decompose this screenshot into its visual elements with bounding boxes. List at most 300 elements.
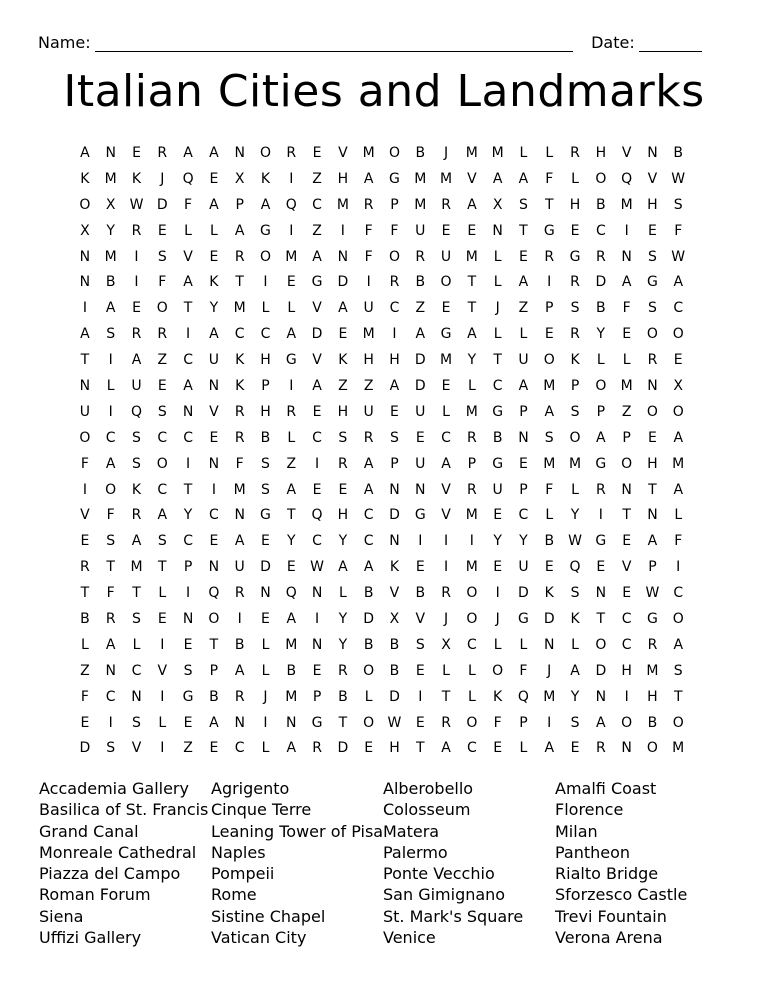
grid-cell[interactable]: W (671, 170, 686, 187)
grid-cell[interactable]: N (311, 636, 323, 653)
grid-cell[interactable]: S (647, 300, 657, 317)
grid-cell[interactable]: N (518, 429, 529, 446)
grid-cell[interactable]: B (647, 714, 658, 731)
grid-cell[interactable]: E (80, 533, 90, 550)
grid-cell[interactable]: E (544, 559, 554, 576)
grid-cell[interactable]: L (132, 636, 141, 653)
grid-cell[interactable]: T (183, 300, 193, 317)
grid-cell[interactable]: W (310, 559, 324, 576)
grid-cell[interactable]: I (108, 352, 113, 369)
grid-cell[interactable]: B (286, 662, 297, 679)
grid-cell[interactable]: C (131, 662, 142, 679)
grid-cell[interactable]: A (363, 170, 374, 187)
grid-cell[interactable]: V (621, 559, 632, 576)
grid-cell[interactable]: R (80, 559, 90, 576)
grid-cell[interactable]: O (672, 326, 684, 343)
grid-cell[interactable]: Q (621, 170, 633, 187)
grid-cell[interactable]: D (518, 585, 529, 602)
grid-cell[interactable]: B (673, 145, 684, 161)
grid-cell[interactable]: W (671, 248, 686, 265)
grid-cell[interactable]: B (363, 585, 374, 602)
grid-cell[interactable]: V (131, 740, 142, 757)
grid-cell[interactable]: L (493, 248, 502, 265)
grid-cell[interactable]: D (363, 611, 375, 628)
grid-cell[interactable]: V (389, 585, 400, 602)
grid-cell[interactable]: F (235, 455, 244, 472)
grid-cell[interactable]: N (131, 688, 142, 705)
grid-cell[interactable]: E (80, 714, 90, 731)
grid-cell[interactable]: U (208, 352, 219, 369)
grid-cell[interactable]: N (337, 248, 349, 265)
grid-cell[interactable]: A (105, 636, 116, 653)
grid-cell[interactable]: B (105, 274, 116, 291)
grid-cell[interactable]: O (672, 714, 684, 731)
grid-cell[interactable]: T (622, 507, 631, 524)
grid-cell[interactable]: O (646, 740, 658, 757)
grid-cell[interactable]: Y (338, 611, 348, 628)
grid-cell[interactable]: F (80, 688, 89, 705)
grid-cell[interactable]: A (80, 145, 90, 161)
grid-cell[interactable]: M (568, 455, 582, 472)
grid-cell[interactable]: K (235, 352, 245, 369)
grid-cell[interactable]: M (620, 378, 633, 395)
grid-cell[interactable]: C (595, 222, 606, 239)
grid-cell[interactable]: C (260, 326, 271, 343)
grid-cell[interactable]: A (441, 455, 451, 472)
grid-cell[interactable]: A (338, 559, 348, 576)
grid-cell[interactable]: E (209, 170, 219, 187)
grid-cell[interactable]: A (105, 300, 116, 317)
grid-cell[interactable]: H (647, 688, 658, 705)
grid-cell[interactable]: P (390, 196, 399, 213)
grid-cell[interactable]: O (543, 352, 555, 369)
grid-cell[interactable]: X (673, 378, 684, 395)
grid-cell[interactable]: L (519, 145, 528, 161)
grid-cell[interactable]: I (134, 274, 139, 291)
grid-cell[interactable]: C (518, 507, 529, 524)
grid-cell[interactable]: Z (338, 378, 348, 395)
grid-cell[interactable]: I (676, 559, 681, 576)
grid-cell[interactable]: L (571, 170, 579, 187)
grid-cell[interactable]: K (209, 274, 219, 291)
grid-cell[interactable]: E (338, 326, 348, 343)
grid-cell[interactable]: T (467, 274, 477, 291)
grid-cell[interactable]: I (624, 688, 629, 705)
grid-cell[interactable]: A (286, 740, 297, 757)
grid-cell[interactable]: E (673, 352, 683, 369)
grid-cell[interactable]: N (415, 481, 426, 498)
grid-cell[interactable]: E (415, 429, 425, 446)
grid-cell[interactable]: T (338, 714, 348, 731)
grid-cell[interactable]: M (672, 455, 685, 472)
grid-cell[interactable]: T (106, 559, 115, 576)
grid-cell[interactable]: O (259, 248, 271, 265)
grid-cell[interactable]: M (285, 636, 298, 653)
grid-cell[interactable]: T (467, 300, 477, 317)
grid-cell[interactable]: Q (208, 585, 220, 602)
grid-cell[interactable]: M (285, 248, 298, 265)
grid-cell[interactable]: I (160, 636, 165, 653)
grid-cell[interactable]: Z (621, 403, 632, 420)
grid-cell[interactable]: P (467, 455, 477, 472)
grid-cell[interactable]: I (211, 481, 216, 498)
grid-cell[interactable]: V (312, 352, 322, 369)
grid-cell[interactable]: A (105, 455, 116, 472)
grid-cell[interactable]: I (82, 481, 87, 498)
grid-cell[interactable]: U (518, 559, 529, 576)
grid-cell[interactable]: O (388, 145, 400, 161)
grid-cell[interactable]: O (621, 455, 633, 472)
grid-cell[interactable]: F (390, 222, 399, 239)
grid-cell[interactable]: M (465, 507, 478, 524)
grid-cell[interactable]: L (261, 300, 270, 317)
grid-cell[interactable]: I (160, 688, 165, 705)
grid-cell[interactable]: A (570, 662, 580, 679)
grid-cell[interactable]: W (129, 196, 144, 213)
grid-cell[interactable]: I (108, 714, 113, 731)
grid-cell[interactable]: A (363, 481, 374, 498)
grid-cell[interactable]: U (518, 352, 529, 369)
grid-cell[interactable]: H (337, 403, 349, 420)
grid-cell[interactable]: C (234, 326, 245, 343)
grid-cell[interactable]: A (183, 145, 193, 161)
grid-cell[interactable]: N (79, 378, 91, 395)
grid-cell[interactable]: Z (157, 352, 168, 369)
grid-cell[interactable]: M (233, 481, 246, 498)
date-field[interactable] (639, 35, 702, 52)
grid-cell[interactable]: E (570, 740, 580, 757)
grid-cell[interactable]: G (518, 611, 529, 628)
grid-cell[interactable]: F (674, 222, 683, 239)
grid-cell[interactable]: B (363, 636, 374, 653)
grid-cell[interactable]: T (544, 196, 554, 213)
grid-cell[interactable]: S (570, 585, 580, 602)
grid-cell[interactable]: D (337, 740, 349, 757)
grid-cell[interactable]: F (158, 274, 167, 291)
grid-cell[interactable]: K (235, 378, 245, 395)
grid-cell[interactable]: R (157, 326, 168, 343)
grid-cell[interactable]: V (338, 145, 348, 161)
grid-cell[interactable]: I (547, 274, 552, 291)
grid-cell[interactable]: O (595, 378, 607, 395)
grid-cell[interactable]: L (467, 662, 476, 679)
grid-cell[interactable]: R (338, 455, 348, 472)
grid-cell[interactable]: P (209, 662, 219, 679)
grid-cell[interactable]: Z (80, 662, 90, 679)
grid-cell[interactable]: D (595, 274, 607, 291)
grid-cell[interactable]: U (492, 481, 503, 498)
grid-cell[interactable]: R (389, 274, 400, 291)
grid-cell[interactable]: R (234, 429, 245, 446)
grid-cell[interactable]: A (131, 352, 142, 369)
grid-cell[interactable]: N (208, 378, 220, 395)
grid-cell[interactable]: F (80, 455, 89, 472)
grid-cell[interactable]: D (337, 274, 349, 291)
grid-cell[interactable]: E (183, 714, 193, 731)
grid-cell[interactable]: E (286, 274, 296, 291)
grid-cell[interactable]: N (647, 378, 658, 395)
grid-cell[interactable]: I (160, 740, 165, 757)
grid-cell[interactable]: F (545, 170, 554, 187)
grid-cell[interactable]: G (595, 533, 607, 550)
grid-cell[interactable]: E (544, 326, 554, 343)
grid-cell[interactable]: S (338, 429, 348, 446)
grid-cell[interactable]: I (418, 688, 423, 705)
grid-cell[interactable]: D (414, 352, 426, 369)
grid-cell[interactable]: K (131, 481, 142, 498)
grid-cell[interactable]: O (363, 662, 375, 679)
grid-cell[interactable]: V (80, 507, 90, 524)
grid-cell[interactable]: B (415, 585, 426, 602)
grid-cell[interactable]: F (519, 662, 528, 679)
grid-cell[interactable]: S (157, 403, 167, 420)
grid-cell[interactable]: G (260, 507, 271, 524)
grid-cell[interactable]: B (415, 145, 426, 161)
grid-cell[interactable]: L (493, 636, 502, 653)
grid-cell[interactable]: Q (182, 170, 194, 187)
grid-cell[interactable]: L (364, 688, 373, 705)
grid-cell[interactable]: I (598, 507, 603, 524)
grid-cell[interactable]: A (467, 196, 477, 213)
grid-cell[interactable]: L (674, 507, 683, 524)
grid-cell[interactable]: M (104, 170, 117, 187)
grid-cell[interactable]: G (311, 274, 323, 291)
grid-cell[interactable]: A (363, 455, 374, 472)
grid-cell[interactable]: Z (312, 222, 322, 239)
grid-cell[interactable]: K (544, 585, 554, 602)
grid-cell[interactable]: M (130, 559, 143, 576)
grid-cell[interactable]: I (418, 533, 423, 550)
grid-cell[interactable]: R (466, 429, 477, 446)
grid-cell[interactable]: W (645, 585, 660, 602)
grid-cell[interactable]: R (466, 481, 477, 498)
grid-cell[interactable]: O (363, 714, 375, 731)
grid-cell[interactable]: I (263, 274, 268, 291)
grid-cell[interactable]: E (132, 145, 141, 161)
grid-cell[interactable]: R (570, 145, 580, 161)
grid-cell[interactable]: N (621, 481, 632, 498)
grid-cell[interactable]: R (415, 248, 426, 265)
grid-cell[interactable]: A (286, 326, 297, 343)
grid-cell[interactable]: M (104, 248, 117, 265)
grid-cell[interactable]: O (569, 429, 581, 446)
grid-cell[interactable]: U (415, 222, 426, 239)
grid-cell[interactable]: V (467, 170, 477, 187)
grid-cell[interactable]: I (263, 714, 268, 731)
grid-cell[interactable]: N (182, 403, 194, 420)
grid-cell[interactable]: I (315, 455, 320, 472)
grid-cell[interactable]: V (183, 248, 193, 265)
grid-cell[interactable]: M (414, 196, 427, 213)
grid-cell[interactable]: L (467, 688, 476, 705)
grid-cell[interactable]: F (364, 222, 373, 239)
grid-cell[interactable]: M (285, 688, 298, 705)
grid-cell[interactable]: R (131, 222, 142, 239)
grid-cell[interactable]: B (544, 533, 555, 550)
grid-cell[interactable]: E (519, 455, 528, 472)
grid-cell[interactable]: N (105, 662, 116, 679)
grid-cell[interactable]: L (545, 507, 554, 524)
grid-cell[interactable]: A (518, 170, 529, 187)
grid-cell[interactable]: F (493, 714, 502, 731)
grid-cell[interactable]: Y (338, 533, 348, 550)
grid-cell[interactable]: J (547, 662, 552, 679)
grid-cell[interactable]: M (646, 662, 659, 679)
grid-cell[interactable]: E (157, 222, 167, 239)
grid-cell[interactable]: E (338, 481, 348, 498)
grid-cell[interactable]: E (415, 662, 425, 679)
grid-cell[interactable]: O (621, 714, 633, 731)
grid-cell[interactable]: O (259, 145, 271, 161)
grid-cell[interactable]: M (491, 145, 504, 161)
grid-cell[interactable]: N (105, 145, 116, 161)
grid-cell[interactable]: B (492, 429, 503, 446)
grid-cell[interactable]: J (495, 300, 500, 317)
grid-cell[interactable]: O (79, 429, 91, 446)
grid-cell[interactable]: A (312, 248, 322, 265)
grid-cell[interactable]: I (289, 378, 294, 395)
grid-cell[interactable]: U (234, 559, 245, 576)
grid-cell[interactable]: L (287, 429, 296, 446)
grid-cell[interactable]: H (260, 352, 271, 369)
grid-cell[interactable]: E (493, 740, 503, 757)
grid-cell[interactable]: Z (415, 300, 426, 317)
grid-cell[interactable]: C (492, 378, 503, 395)
grid-cell[interactable]: T (441, 688, 451, 705)
grid-cell[interactable]: N (234, 145, 245, 161)
grid-cell[interactable]: E (493, 507, 503, 524)
grid-cell[interactable]: I (443, 533, 449, 550)
grid-cell[interactable]: X (234, 170, 245, 187)
grid-cell[interactable]: I (82, 300, 87, 317)
grid-cell[interactable]: E (209, 248, 219, 265)
grid-cell[interactable]: L (519, 740, 528, 757)
grid-cell[interactable]: R (441, 714, 451, 731)
grid-cell[interactable]: N (492, 222, 503, 239)
grid-cell[interactable]: E (209, 429, 219, 446)
grid-cell[interactable]: F (106, 507, 115, 524)
grid-cell[interactable]: R (595, 248, 606, 265)
grid-cell[interactable]: O (388, 248, 400, 265)
grid-cell[interactable]: B (209, 688, 219, 705)
grid-cell[interactable]: Y (570, 688, 580, 705)
grid-cell[interactable]: R (647, 352, 658, 369)
grid-cell[interactable]: E (570, 222, 580, 239)
grid-cell[interactable]: U (440, 248, 452, 265)
grid-cell[interactable]: E (415, 714, 425, 731)
grid-cell[interactable]: U (131, 378, 142, 395)
grid-cell[interactable]: Y (286, 533, 296, 550)
grid-cell[interactable]: V (157, 662, 168, 679)
grid-cell[interactable]: V (209, 403, 219, 420)
grid-cell[interactable]: W (568, 533, 582, 550)
grid-cell[interactable]: I (108, 403, 113, 420)
grid-cell[interactable]: A (183, 274, 193, 291)
grid-cell[interactable]: E (519, 248, 528, 265)
grid-cell[interactable]: R (286, 145, 297, 161)
grid-cell[interactable]: Q (311, 507, 323, 524)
grid-cell[interactable]: H (647, 455, 658, 472)
grid-cell[interactable]: E (183, 636, 193, 653)
grid-cell[interactable]: A (415, 326, 426, 343)
grid-cell[interactable]: C (466, 636, 477, 653)
grid-cell[interactable]: S (544, 429, 554, 446)
grid-cell[interactable]: D (389, 507, 400, 524)
grid-cell[interactable]: E (441, 222, 451, 239)
grid-cell[interactable]: Y (519, 533, 528, 550)
grid-cell[interactable]: M (233, 300, 246, 317)
grid-cell[interactable]: G (492, 455, 504, 472)
grid-cell[interactable]: D (156, 196, 168, 213)
grid-cell[interactable]: A (234, 222, 245, 239)
grid-cell[interactable]: A (596, 429, 606, 446)
grid-cell[interactable]: U (79, 403, 91, 420)
grid-cell[interactable]: M (440, 170, 453, 187)
grid-cell[interactable]: N (647, 507, 658, 524)
grid-cell[interactable]: I (495, 585, 500, 602)
grid-cell[interactable]: E (364, 740, 374, 757)
grid-cell[interactable]: X (105, 196, 116, 213)
grid-cell[interactable]: R (131, 507, 142, 524)
grid-cell[interactable]: M (362, 326, 375, 343)
grid-cell[interactable]: G (543, 222, 555, 239)
grid-cell[interactable]: A (363, 559, 374, 576)
grid-cell[interactable]: R (234, 248, 245, 265)
grid-cell[interactable]: N (208, 559, 220, 576)
grid-cell[interactable]: T (183, 481, 193, 498)
grid-cell[interactable]: I (392, 326, 397, 343)
grid-cell[interactable]: L (80, 636, 89, 653)
grid-cell[interactable]: T (493, 352, 502, 369)
grid-cell[interactable]: C (441, 429, 451, 446)
grid-cell[interactable]: P (519, 481, 528, 498)
grid-cell[interactable]: O (156, 300, 168, 317)
grid-cell[interactable]: F (622, 300, 631, 317)
grid-cell[interactable]: R (544, 248, 555, 265)
grid-cell[interactable]: G (285, 352, 297, 369)
grid-cell[interactable]: C (673, 585, 684, 602)
grid-cell[interactable]: U (363, 403, 374, 420)
grid-cell[interactable]: I (186, 455, 191, 472)
grid-cell[interactable]: W (387, 714, 402, 731)
grid-cell[interactable]: A (544, 740, 555, 757)
grid-cell[interactable]: R (234, 585, 245, 602)
grid-cell[interactable]: L (493, 326, 502, 343)
grid-cell[interactable]: G (414, 507, 426, 524)
grid-cell[interactable]: U (415, 403, 426, 420)
grid-cell[interactable]: L (158, 585, 167, 602)
grid-cell[interactable]: O (646, 326, 658, 343)
grid-cell[interactable]: X (389, 611, 400, 628)
grid-cell[interactable]: R (647, 636, 658, 653)
grid-cell[interactable]: I (443, 559, 449, 576)
grid-cell[interactable]: S (261, 455, 270, 472)
grid-cell[interactable]: X (492, 196, 503, 213)
grid-cell[interactable]: N (647, 145, 658, 161)
grid-cell[interactable]: C (234, 740, 245, 757)
grid-cell[interactable]: H (621, 662, 632, 679)
grid-cell[interactable]: P (235, 196, 244, 213)
grid-cell[interactable]: C (673, 300, 684, 317)
grid-cell[interactable]: E (596, 559, 606, 576)
grid-cell[interactable]: L (493, 274, 502, 291)
grid-cell[interactable]: M (620, 196, 633, 213)
grid-cell[interactable]: N (182, 611, 194, 628)
grid-cell[interactable]: N (208, 455, 220, 472)
grid-cell[interactable]: C (157, 481, 168, 498)
grid-cell[interactable]: N (389, 481, 400, 498)
grid-cell[interactable]: R (234, 688, 245, 705)
